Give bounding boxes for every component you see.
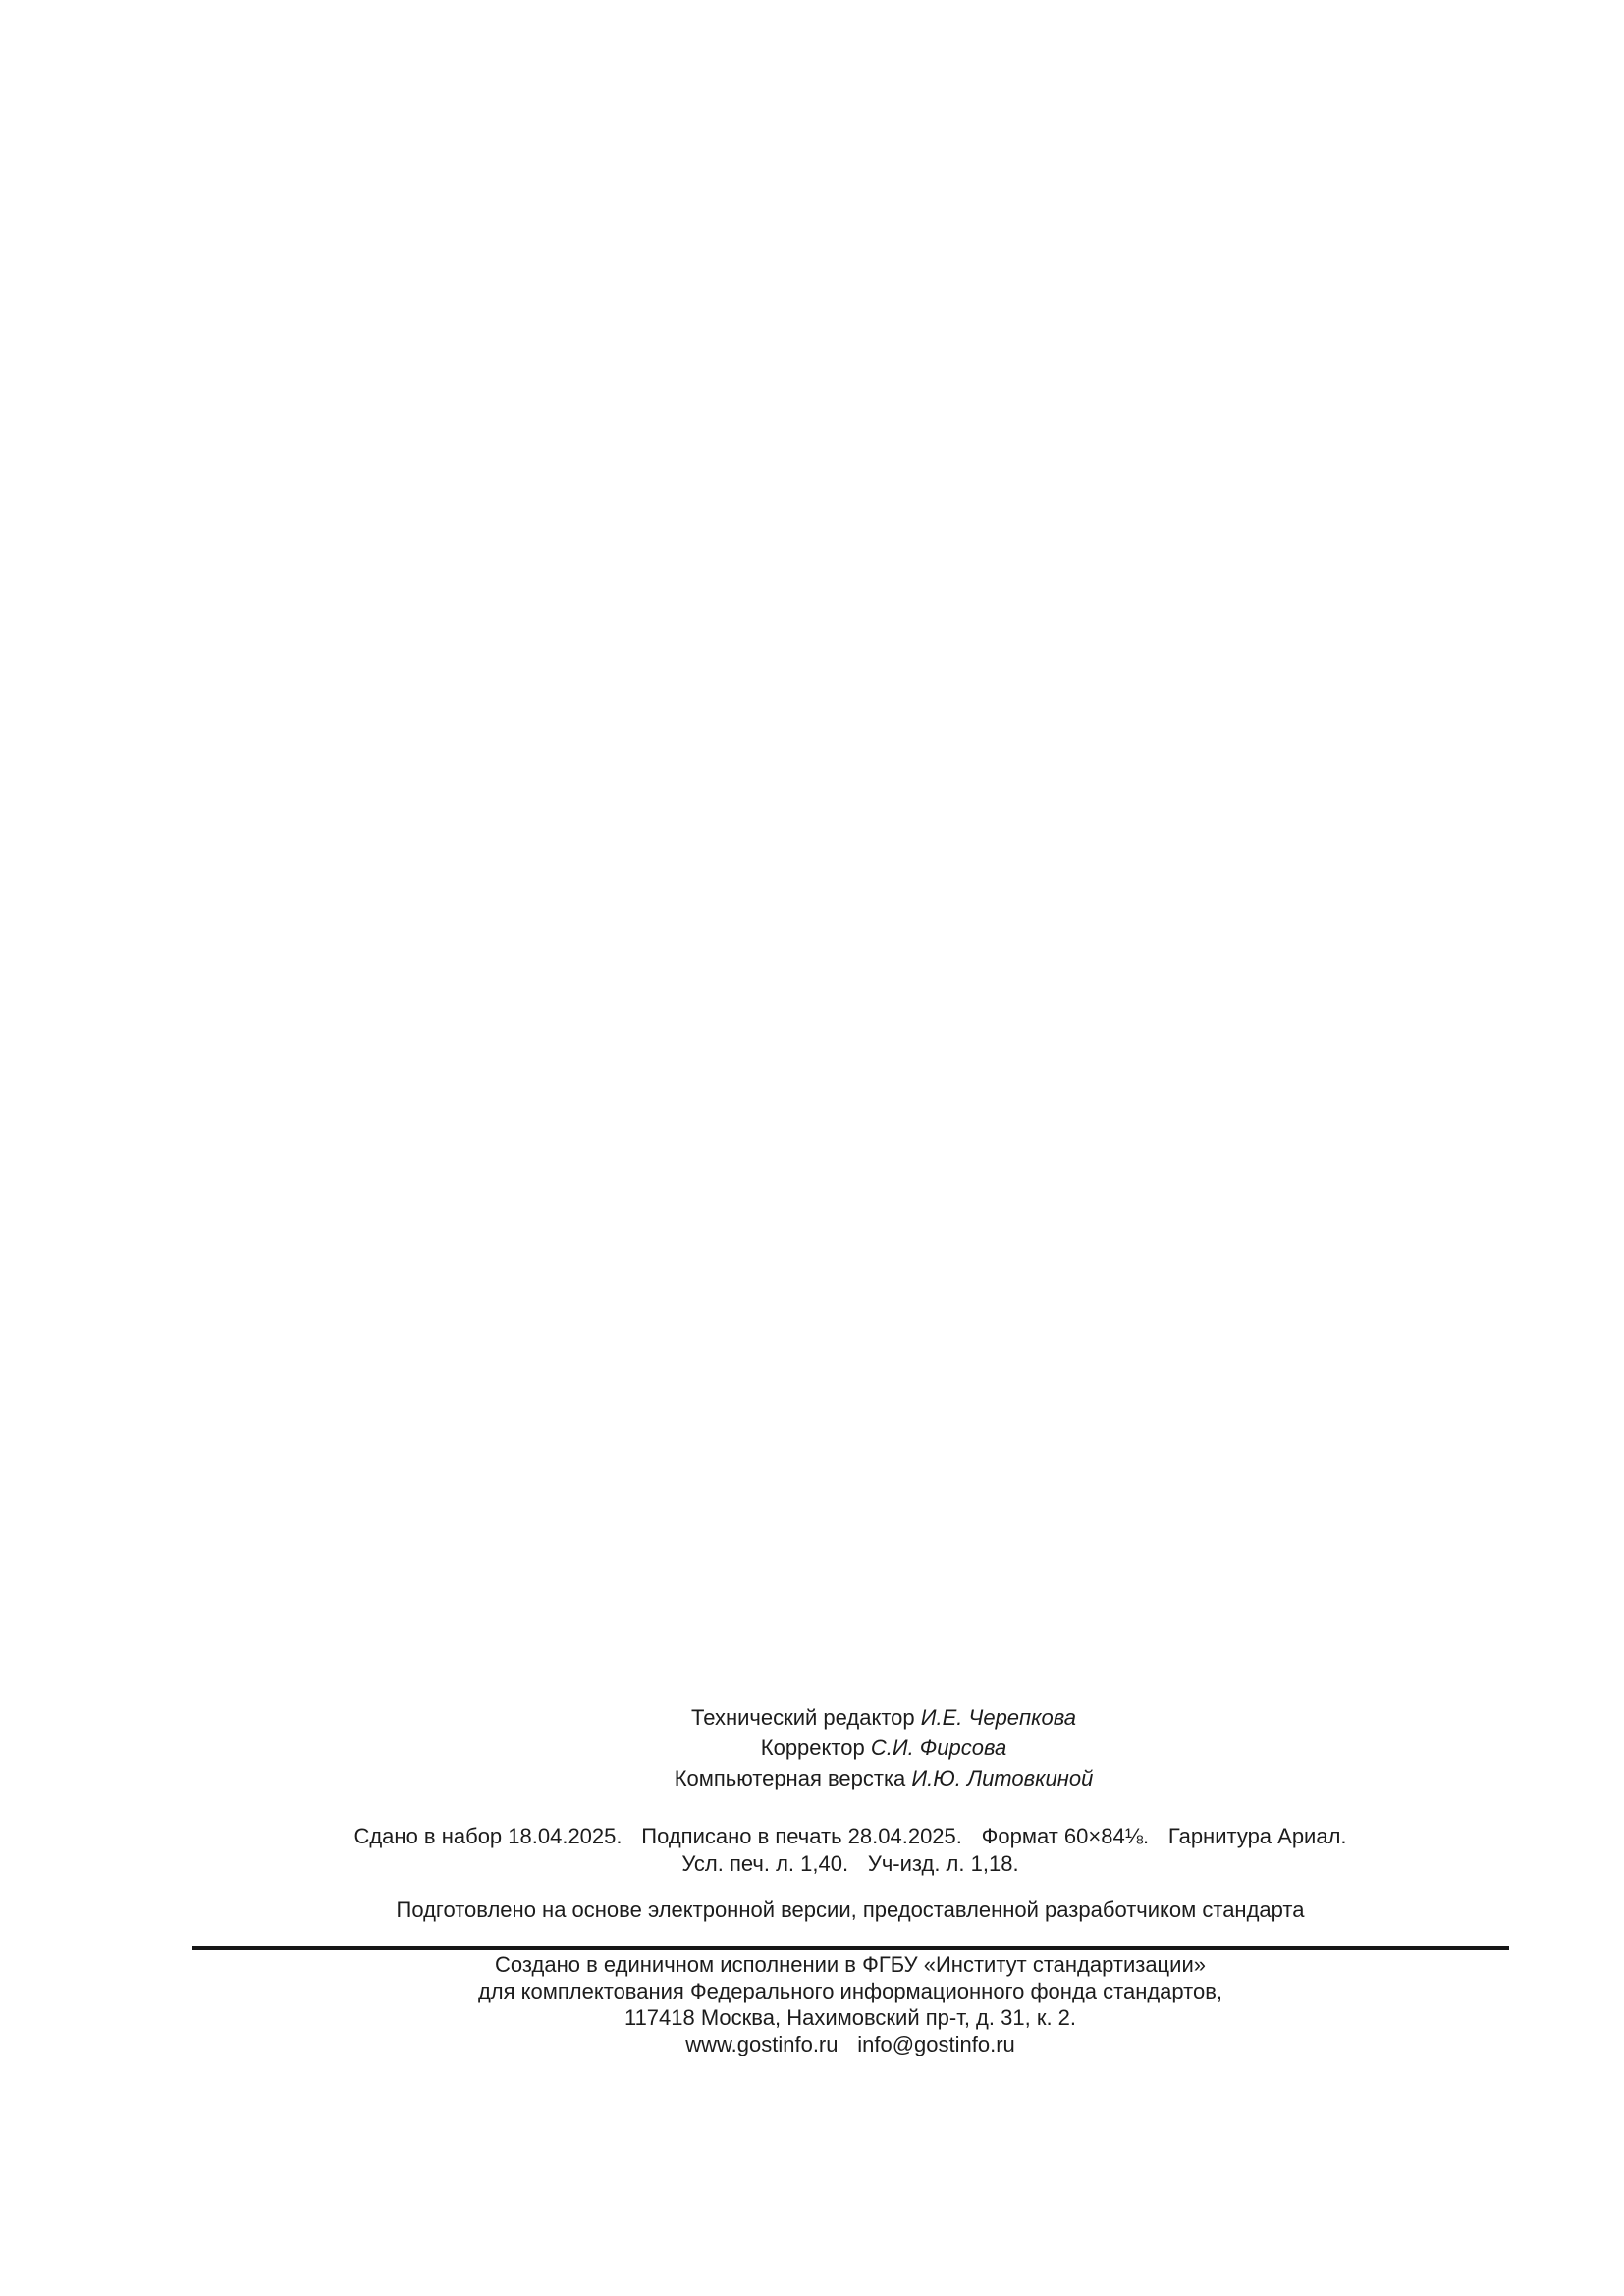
staff-name: И.Ю. Литовкиной [911,1766,1094,1790]
staff-role: Технический редактор [691,1705,915,1730]
staff-credit-line-technical-editor [143,1702,1624,1733]
staff-credit-line-corrector [143,1733,1624,1763]
staff-role: Компьютерная верстка [674,1766,906,1790]
imprint-publisher-sheets: Уч-изд. л. 1,18. [867,1851,1019,1876]
imprint-info [77,1823,1624,1878]
issuer-email: info@gostinfo.ru [857,2032,1015,2056]
issuer-line-organization: Создано в единичном исполнении в ФГБУ «Институт стандартизации» [495,1952,1206,1977]
prepared-note: Подготовлено на основе электронной версии, предоставленной разработчиком стандарта [396,1897,1305,1922]
imprint-typeset-date: Сдано в набор 18.04.2025. [353,1824,623,1848]
imprint-line-dates-format [77,1823,1624,1850]
issuer-website: www.gostinfo.ru [685,2032,839,2056]
separator-rule [192,1946,1509,1950]
imprint-typeface: Гарнитура Ариал. [1167,1824,1347,1848]
staff-name: И.Е. Черепкова [920,1705,1076,1730]
issuer-contacts [77,2031,1624,2057]
staff-credits [143,1702,1624,1793]
imprint-printed-sheets: Усл. печ. л. 1,40. [681,1851,849,1876]
staff-role: Корректор [760,1735,865,1760]
issuer-line-purpose: для комплектования Федерального информационного фонда стандартов, [477,1979,1223,2003]
staff-credit-line-layout [143,1763,1624,1793]
imprint-line-sheets [77,1850,1624,1878]
imprint-format: Формат 60×84⅛. [981,1824,1150,1848]
imprint-signed-date: Подписано в печать 28.04.2025. [641,1824,962,1848]
issuer-info [77,1951,1624,2057]
issuer-address: 117418 Москва, Нахимовский пр-т, д. 31, к. 2. [623,2005,1077,2030]
staff-name: С.И. Фирсова [870,1735,1007,1760]
